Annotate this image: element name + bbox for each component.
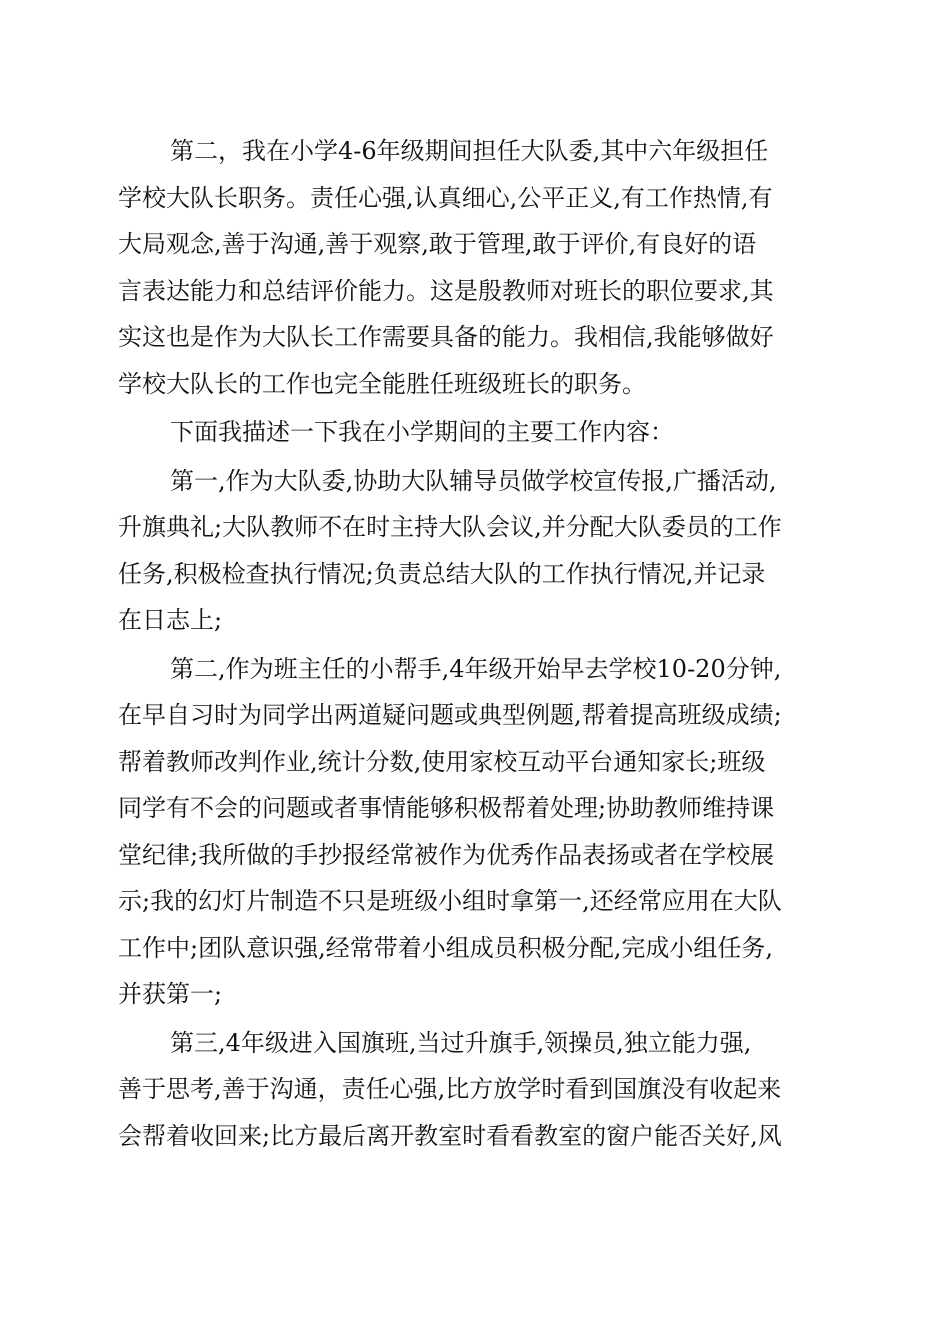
text-line: 示;我的幻灯片制造不只是班级小组时拿第一,还经常应用在大队 — [118, 887, 782, 915]
text-line: 工作中;团队意识强,经常带着小组成员积极分配,完成小组任务, — [118, 933, 773, 962]
text-line: 第三,4年级进入国旗班,当过升旗手,领操员,独立能力强, — [170, 1028, 752, 1057]
text-line: 在日志上; — [118, 606, 223, 634]
text-line: 并获第一; — [118, 980, 223, 1008]
paragraph-intro — [118, 409, 836, 456]
text-line: 在早自习时为同学出两道疑问题或典型例题,帮着提高班级成绩; — [118, 701, 782, 729]
text-line: 任务,积极检查执行情况;负责总结大队的工作执行情况,并记录 — [118, 559, 766, 588]
text-line: 堂纪律;我所做的手抄报经常被作为优秀作品表扬或者在学校展 — [118, 840, 775, 869]
text-line: 学校大队长职务。责任心强,认真细心,公平正义,有工作热情,有 — [118, 183, 773, 212]
text-line: 言表达能力和总结评价能力。这是殷教师对班长的职位要求,其 — [118, 276, 774, 305]
paragraph-role-description — [118, 128, 836, 407]
text-line: 大局观念,善于沟通,善于观察,敢于管理,敢于评价,有良好的语 — [118, 230, 757, 258]
text-line: 善于思考,善于沟通，责任心强,比方放学时看到国旗没有收起来 — [118, 1075, 782, 1103]
paragraph-item-two — [118, 646, 836, 1018]
text-line: 同学有不会的问题或者事情能够积极帮着处理;协助教师维持课 — [118, 794, 775, 822]
document-body — [118, 128, 836, 1159]
text-line: 第一,作为大队委,协助大队辅导员做学校宣传报,广播活动, — [170, 466, 777, 495]
text-line: 下面我描述一下我在小学期间的主要工作内容： — [170, 418, 674, 446]
text-line: 第二，我在小学4-6年级期间担任大队委,其中六年级担任 — [170, 137, 769, 165]
text-line: 升旗典礼;大队教师不在时主持大队会议,并分配大队委员的工作 — [118, 513, 782, 541]
paragraph-item-three — [118, 1020, 836, 1160]
text-line: 学校大队长的工作也完全能胜任班级班长的职务。 — [118, 369, 646, 398]
text-line: 帮着教师改判作业,统计分数,使用家校互动平台通知家长;班级 — [118, 747, 766, 776]
paragraph-item-one — [118, 458, 836, 644]
text-line: 会帮着收回来;比方最后离开教室时看看教室的窗户能否关好,风 — [118, 1121, 782, 1150]
text-line: 实这也是作为大队长工作需要具备的能力。我相信,我能够做好 — [118, 323, 774, 351]
text-line: 第二,作为班主任的小帮手,4年级开始早去学校10-20分钟, — [170, 654, 782, 683]
